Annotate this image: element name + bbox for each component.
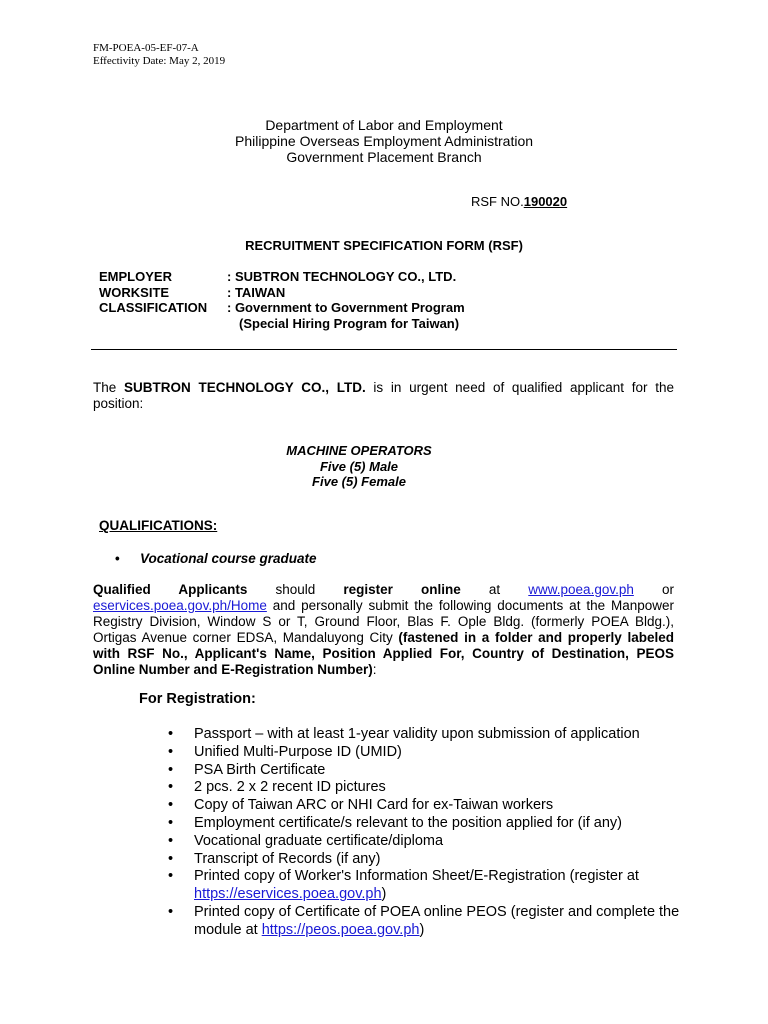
classification-label: CLASSIFICATION [99,300,208,315]
intro-paragraph [93,380,674,412]
employer-info [99,269,465,331]
employer-label: EMPLOYER [99,269,172,284]
agency-administration: Philippine Overseas Employment Administration [234,133,534,149]
requirement-item [168,815,688,833]
requirement-item [168,868,688,904]
classification-value: : Government to Government Program [227,300,465,315]
registration-requirements-list [168,726,688,940]
form-code: FM-POEA-05-EF-07-A [93,42,199,54]
requirement-item [168,744,688,762]
requirement-text: Employment certificate/s relevant to the position applied for (if any) [194,814,622,831]
form-title: RECRUITMENT SPECIFICATION FORM (RSF) [245,238,523,253]
requirement-item [168,779,688,797]
intro-text-post: is in urgent need of qualified applicant for the position: [93,380,674,411]
position-female-count: Five (5) Female [312,474,406,489]
rsf-number-label: RSF NO. [471,194,524,209]
worksite-row [99,285,465,301]
bullet-icon: • [115,551,120,566]
position-male-count: Five (5) Male [319,458,399,474]
bullet-icon: • [168,868,174,885]
requirement-text: Printed copy of Certificate of POEA online PEOS (register and complete the module at [194,903,680,938]
rsf-number-line [471,194,567,209]
instructions-text: : [372,662,377,677]
instructions-text: or [633,582,674,597]
qualification-item [115,551,317,566]
instructions-labeling-requirements: (fastened in a folder and properly labeled with RSF No., Applicant's Name, Position Applied For, Country of Destination, PEOS Online Number and E-Registration Number) [93,630,674,677]
requirement-text: Passport – with at least 1-year validity upon submission of application [194,726,640,742]
requirement-item [168,904,688,940]
form-header [93,42,225,68]
instructions-text: and personally submit the following documents at the Manpower Registry Division, Window S or T, Ground Floor, Blas F. Ople Bldg. (formerly POEA Bldg.), Ortigas Avenue corner EDSA, Mandaluyong City [93,598,674,645]
instructions-paragraph [93,582,674,678]
requirement-text: Vocational graduate certificate/diploma [194,832,444,849]
effectivity-date: Effectivity Date: May 2, 2019 [93,55,226,67]
peos-module-link[interactable]: https://peos.poea.gov.ph [261,921,420,938]
qualifications-heading: QUALIFICATIONS: [99,518,218,533]
agency-branch: Government Placement Branch [286,149,482,165]
requirement-text: Transcript of Records (if any) [194,850,381,867]
instructions-register-online: register online [343,582,461,597]
classification-subvalue: (Special Hiring Program for Taiwan) [239,315,460,331]
agency-block [0,117,768,165]
requirement-item [168,762,688,780]
intro-text-pre: The [93,380,124,395]
bullet-icon: • [168,779,174,796]
requirement-item [168,851,688,869]
requirement-text: Copy of Taiwan ARC or NHI Card for ex-Taiwan workers [194,797,554,814]
registration-heading: For Registration: [139,691,256,707]
bullet-icon: • [168,743,174,760]
bullet-icon: • [168,850,174,867]
requirement-item [168,833,688,851]
eservices-registration-link[interactable]: https://eservices.poea.gov.ph [194,886,382,903]
employer-value: : SUBTRON TECHNOLOGY CO., LTD. [227,269,457,284]
bullet-icon: • [168,797,174,814]
agency-department: Department of Labor and Employment [265,117,503,133]
classification-row [99,300,465,316]
bullet-icon: • [168,903,174,920]
instructions-text: should [247,582,344,597]
worksite-label: WORKSITE [99,284,170,300]
requirement-text: ) [381,886,387,903]
position-title: MACHINE OPERATORS [286,443,432,458]
instructions-qualified-applicants: Qualified Applicants [93,582,248,597]
instructions-text: at [460,582,529,597]
bullet-icon: • [168,726,174,742]
bullet-icon: • [168,761,174,778]
section-divider [91,349,677,350]
bullet-icon: • [168,832,174,849]
employer-row [99,269,465,285]
poea-website-link[interactable]: www.poea.gov.ph [528,582,634,597]
requirement-item [168,797,688,815]
bullet-icon: • [168,814,174,831]
qualification-text: Vocational course graduate [140,551,317,566]
eservices-home-link[interactable]: eservices.poea.gov.ph/Home [93,598,267,613]
requirement-text: Unified Multi-Purpose ID (UMID) [194,743,402,760]
intro-company: SUBTRON TECHNOLOGY CO., LTD. [124,380,366,395]
position-block [0,443,718,490]
requirement-item [168,726,688,744]
worksite-value: : TAIWAN [227,284,286,300]
requirement-text: Printed copy of Worker's Information Sheet/E-Registration (register at [194,868,639,885]
rsf-number: 190020 [523,194,568,209]
requirement-text: 2 pcs. 2 x 2 recent ID pictures [194,779,386,796]
requirement-text: ) [419,921,425,938]
requirement-text: PSA Birth Certificate [194,761,326,778]
